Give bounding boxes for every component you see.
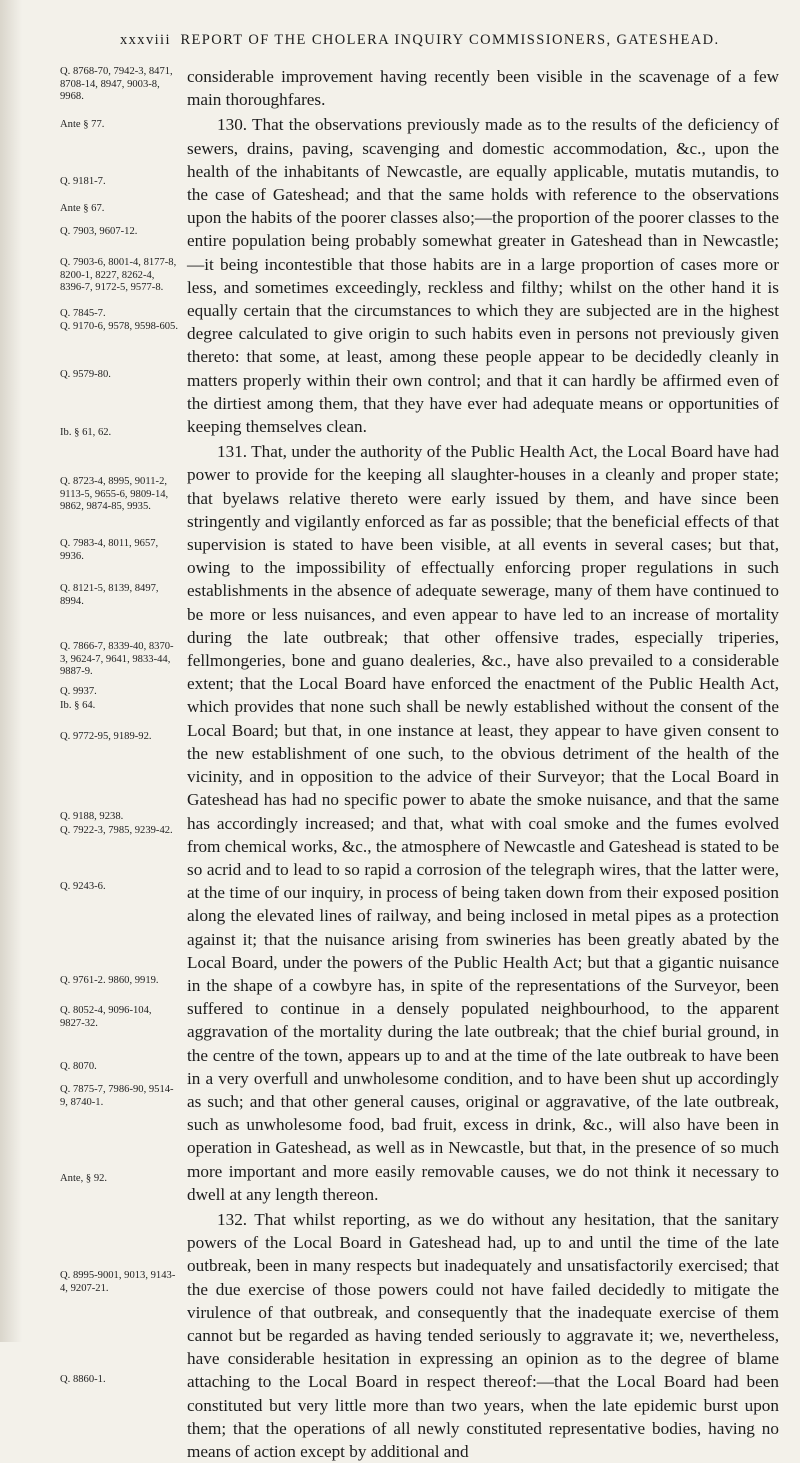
margin-note: Ante, § 92. [60,1173,108,1184]
margin-note: Q. 7903, 9607-12. [60,226,138,237]
margin-note: Ante § 77. [60,119,105,130]
margin-note: Ib. § 61, 62. [60,427,112,438]
margin-note: Q. 7875-7, 7986-90, 9514-9, 8740-1. [60,1084,174,1108]
margin-note: Q. 7866-7, 8339-40, 8370-3, 9624-7, 9641, 9833-44, 9887-9. [60,641,174,678]
margin-note: Q. 7845-7. [60,308,106,319]
margin-note: Q. 7903-6, 8001-4, 8177-8, 8200-1, 8227, 8262-4, 8396-7, 9172-5, 9577-8. [60,257,177,294]
running-title: REPORT OF THE CHOLERA INQUIRY COMMISSIONERS, GATESHEAD. [180,32,720,48]
margin-note: Q. 8768-70, 7942-3, 8471, 8708-14, 8947, 9003-8, 9968. [60,66,173,103]
margin-note: Q. 8070. [60,1061,97,1072]
binding-edge [0,0,22,1342]
margin-note: Q. 8052-4, 9096-104, 9827-32. [60,1005,152,1029]
margin-note: Q. 9243-6. [60,881,106,892]
margin-note: Q. 9761-2. 9860, 9919. [60,975,159,986]
paragraph-132: 132. That whilst reporting, as we do without any hesitation, that the sanitary powers of the Local Board in Gateshead had, up to and until the time of the late outbreak, been in many respects but inadequately and unsatisfactorily exercised; that the due exercise of those powers could not have failed decidedly to mitigate the virulence of that outbreak, and consequently that the inadequate exercise of them cannot but be regarded as having tended seriously to aggravate it; we, nevertheless, have considerable hesitation in expressing an opinion as to the degree of blame attaching to the Local Board in respect thereof:—that the Local Board had been constituted but very little more than two years, when the late epidemic burst upon them; that the operations of all newly constituted representative bodies, having no means of action except by additional and [187,1209,779,1461]
margin-note: Q. 9188, 9238. [60,811,124,822]
margin-note: Q. 8121-5, 8139, 8497, 8994. [60,583,159,607]
margin-note: Q. 7983-4, 8011, 9657, 9936. [60,538,159,562]
margin-note: Q. 9181-7. [60,176,106,187]
margin-note: Q. 9772-95, 9189-92. [60,731,152,742]
margin-note: Q. 8723-4, 8995, 9011-2, 9113-5, 9655-6, 9809-14, 9862, 9874-85, 9935. [60,476,169,513]
margin-note: Q. 8995-9001, 9013, 9143-4, 9207-21. [60,1270,176,1294]
margin-note: Q. 9170-6, 9578, 9598-605. [60,321,178,332]
margin-note: Q. 9937. [60,686,97,697]
paragraph-continued: considerable improvement having recently been visible in the scavenage of a few main thoroughfares. [187,67,779,110]
margin-note: Q. 9579-80. [60,369,111,380]
paragraph-131: 131. That, under the authority of the Public Health Act, the Local Board have had power to provide for the keeping all slaughter-houses in a cleanly and proper state; that byelaws relative thereto were early issued by them, and have since been stringently and vigilantly enforced as far as possible; that the beneficial effects of that supervision is stated to have been visible, at all events in several cases; but that, owing to the impossibility of effectually enforcing proper regulations in such establishments in the absence of adequate sewerage, many of them have continued to be more or less nuisances, and even appear to have led to an increase of mortality during the late outbreak; that other offensive trades, especially triperies, fellmongeries, bone and guano dealeries, &c., have also prevailed to a considerable extent; that the Local Board have enforced the enactment of the Public Health Act, which provides that none such shall be newly established without the consent of the Local Board; but that, in one instance at least, they appear to have given consent to the new establishment of one such, to the obvious detriment of the health of the vicinity, and in opposition to the advice of their Surveyor; that the Local Board in Gateshead has had no specific power to abate the smoke nuisance, and that the same has accordingly increased; and that, what with coal smoke and the fumes evolved from chemical works, &c., the atmosphere of Newcastle and Gateshead is stated to be so acrid and to lead to so rapid a corrosion of the telegraph wires, that the latter were, at the time of our inquiry, in process of being taken down from their exposed position along the elevated lines of railway, and being inclosed in metal pipes as a protection against it; that the nuisance arising from swineries has been greatly abated by the Local Board, under the powers of the Public Health Act; but that a gigantic nuisance in the shape of a cowbyre has, in spite of the representations of the Surveyor, been suffered to continue in a densely populated neighbourhood, to the apparent aggravation of the mortality during the late outbreak; that the chief burial ground, in the centre of the town, appears up to and at the time of the late outbreak to have been in a very overfull and unwholesome condition, and to have been shut up accordingly as such; and that other general causes, original or aggravative, of the late outbreak, such as unwholesome food, bad fruit, excess in drink, &c., will also have been in operation in Gateshead, as well as in Newcastle, but that, in the presence of so much more important and more easily removable causes, we do not think it necessary to dwell at any length thereon. [187,442,779,1204]
page-number: xxxviii [120,32,171,48]
margin-note: Ib. § 64. [60,700,96,711]
margin-note: Q. 8860-1. [60,1374,106,1385]
paragraph-130: 130. That the observations previously made as to the results of the deficiency of sewers, drains, paving, scavenging and domestic accommodation, &c., upon the health of the inhabitants of Newcastle, are equally applicable, mutatis mutandis, to the case of Gateshead; and that the same holds with reference to the observations upon the habits of the poorer classes also;—the proportion of the poorer classes to the entire population being probably somewhat greater in Gateshead than in Newcastle;—it being incontestible that those habits are in a large proportion of cases more or less, and sometimes exceedingly, reckless and filthy; whilst on the other hand it is equally certain that the circumstances to which they are subjected are in the highest degree calculated to give origin to such habits even in persons not previously given thereto: that some, at least, among these people appear to be decidedly cleanly in matters properly within their own control; and that it can hardly be affirmed even of the dirtiest among them, that they have ever had adequate means or opportunities of keeping themselves clean. [187,115,779,437]
margin-note: Q. 7922-3, 7985, 9239-42. [60,825,173,836]
body-text [187,65,779,1463]
page-header [120,32,780,49]
margin-note: Ante § 67. [60,203,105,214]
